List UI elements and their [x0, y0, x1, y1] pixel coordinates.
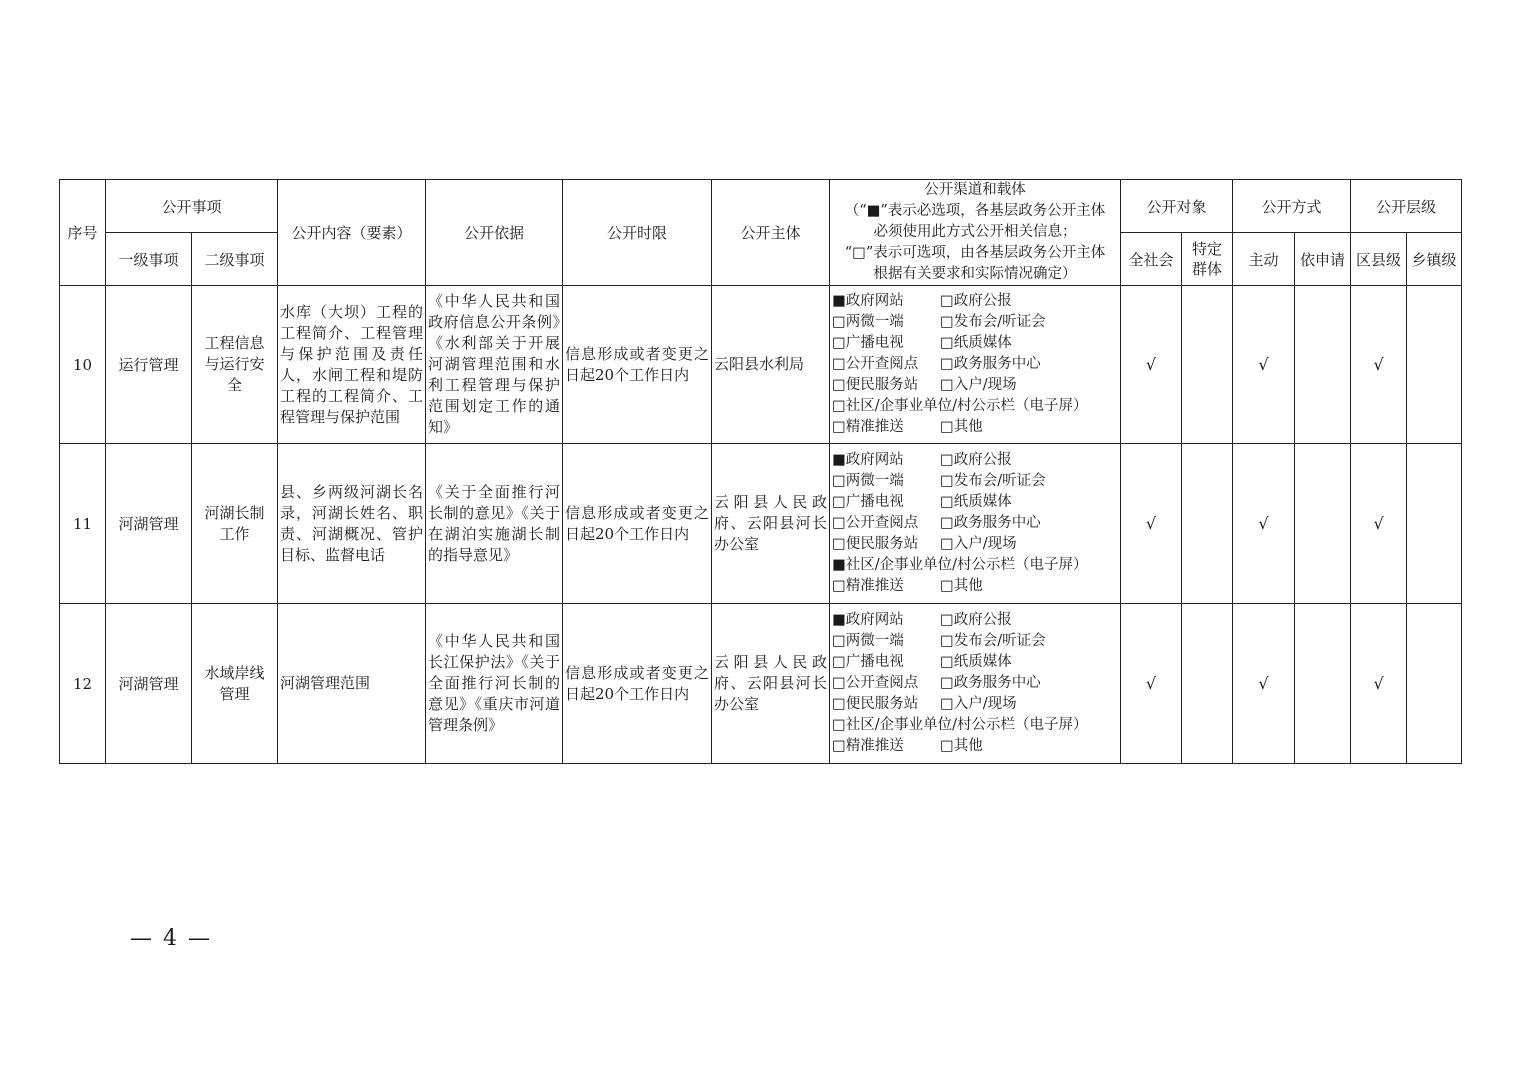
row-target-all: √ — [1121, 286, 1182, 444]
header-mode-request: 依申请 — [1295, 233, 1351, 286]
channel-option: □便民服务站 — [832, 377, 919, 393]
channel-line — [832, 396, 1118, 417]
row-level1: 河湖管理 — [106, 444, 192, 604]
header-channels-line: 必须使用此方式公开相关信息； — [873, 224, 1077, 240]
row-level2 — [192, 604, 278, 764]
channel-option: □公开查阅点 — [832, 515, 919, 531]
disclosure-table — [59, 179, 1462, 764]
channel-option: □入户/现场 — [940, 696, 1017, 712]
channel-option: □两微一端 — [832, 473, 904, 489]
channel-option: □社区/企事业单位/村公示栏（电子屏） — [832, 717, 1088, 733]
row-time-limit: 信息形成或者变更之日起20个工作日内 — [563, 286, 712, 444]
channel-option: □发布会/听证会 — [940, 473, 1046, 489]
channel-option: □便民服务站 — [832, 696, 919, 712]
channel-line — [832, 333, 1118, 354]
header-basis: 公开依据 — [426, 180, 563, 286]
channel-line — [832, 555, 1118, 576]
channel-option: □政务服务中心 — [940, 515, 1041, 531]
header-channels-line: 公开渠道和载体 — [924, 182, 1026, 198]
channel-line — [832, 610, 1118, 631]
table-row — [60, 444, 1462, 604]
channel-option: □两微一端 — [832, 633, 904, 649]
channel-line — [832, 513, 1118, 534]
channel-option: □公开查阅点 — [832, 675, 919, 691]
channel-option: □发布会/听证会 — [940, 314, 1046, 330]
row-tier-county: √ — [1351, 286, 1407, 444]
row-mode-request — [1295, 604, 1351, 764]
row-subject: 云阳县人民政府、云阳县河长办公室 — [712, 444, 830, 604]
row-target-all: √ — [1121, 444, 1182, 604]
channel-line — [832, 450, 1118, 471]
row-content: 县、乡两级河湖长名录，河湖长姓名、职责、河湖概况、管护目标、监督电话 — [278, 444, 426, 604]
channel-option: □政务服务中心 — [940, 356, 1041, 372]
channel-option: □纸质媒体 — [940, 335, 1012, 351]
row-content: 河湖管理范围 — [278, 604, 426, 764]
header-subject: 公开主体 — [712, 180, 830, 286]
row-level2-text: 水域岸线管理 — [204, 663, 265, 703]
row-seq: 11 — [60, 444, 106, 604]
header-mode: 公开方式 — [1233, 180, 1351, 233]
channel-option: □公开查阅点 — [832, 356, 919, 372]
row-mode-active: √ — [1233, 604, 1295, 764]
channel-line — [832, 417, 1118, 438]
row-time-limit: 信息形成或者变更之日起20个工作日内 — [563, 444, 712, 604]
channel-option: □纸质媒体 — [940, 494, 1012, 510]
channel-option: □精准推送 — [832, 419, 904, 435]
channel-line — [832, 715, 1118, 736]
channel-option: □精准推送 — [832, 578, 904, 594]
channel-line — [832, 576, 1118, 597]
channel-line — [832, 673, 1118, 694]
channel-option: □便民服务站 — [832, 536, 919, 552]
header-seq: 序号 — [60, 180, 106, 286]
page-number: — 4 — — [130, 926, 212, 951]
row-subject: 云阳县人民政府、云阳县河长办公室 — [712, 604, 830, 764]
channel-option: ■政府网站 — [832, 293, 904, 309]
channel-option: ■政府网站 — [832, 452, 904, 468]
row-target-special — [1182, 604, 1233, 764]
channel-line — [832, 694, 1118, 715]
header-target-special-label: 特定群体 — [1192, 240, 1223, 278]
channel-line — [832, 312, 1118, 333]
channel-option: □入户/现场 — [940, 536, 1017, 552]
row-tier-town — [1407, 444, 1462, 604]
channel-line — [832, 291, 1118, 312]
channel-option: □其他 — [940, 578, 983, 594]
header-target-all: 全社会 — [1121, 233, 1182, 286]
row-level1: 运行管理 — [106, 286, 192, 444]
header-content: 公开内容（要素） — [278, 180, 426, 286]
header-target: 公开对象 — [1121, 180, 1233, 233]
row-content: 水库（大坝）工程的工程简介、工程管理与保护范围及责任人，水闸工程和堤防工程的工程简介、工程管理与保护范围 — [278, 286, 426, 444]
row-mode-active: √ — [1233, 286, 1295, 444]
channel-option: □两微一端 — [832, 314, 904, 330]
row-seq: 10 — [60, 286, 106, 444]
row-level2-text: 河湖长制工作 — [204, 503, 265, 543]
channel-option: □广播电视 — [832, 654, 904, 670]
row-level2 — [192, 286, 278, 444]
row-target-all: √ — [1121, 604, 1182, 764]
row-target-special — [1182, 444, 1233, 604]
channel-option: □政府公报 — [940, 612, 1012, 628]
channel-option: □其他 — [940, 738, 983, 754]
row-mode-request — [1295, 286, 1351, 444]
header-channels-line: “□”表示可选项，由各基层政务公开主体 — [844, 245, 1106, 261]
row-mode-active: √ — [1233, 444, 1295, 604]
channel-option: □社区/企事业单位/村公示栏（电子屏） — [832, 398, 1088, 414]
header-target-special — [1182, 233, 1233, 286]
row-basis: 《中华人民共和国长江保护法》《关于全面推行河长制的意见》《重庆市河道管理条例》 — [426, 604, 563, 764]
table-header — [60, 180, 1462, 286]
row-level2-text: 工程信息与运行安全 — [204, 334, 265, 394]
row-tier-town — [1407, 604, 1462, 764]
channel-option: ■政府网站 — [832, 612, 904, 628]
row-level2 — [192, 444, 278, 604]
channel-option: □广播电视 — [832, 335, 904, 351]
channel-option: □政府公报 — [940, 293, 1012, 309]
channel-line — [832, 492, 1118, 513]
row-tier-county: √ — [1351, 444, 1407, 604]
header-level1: 一级事项 — [106, 233, 192, 286]
row-channels — [830, 444, 1121, 604]
row-tier-county: √ — [1351, 604, 1407, 764]
table-row — [60, 286, 1462, 444]
channel-option: □纸质媒体 — [940, 654, 1012, 670]
header-level2: 二级事项 — [192, 233, 278, 286]
channel-option: ■社区/企事业单位/村公示栏（电子屏） — [832, 557, 1088, 573]
header-time-limit: 公开时限 — [563, 180, 712, 286]
channel-line — [832, 652, 1118, 673]
row-time-limit: 信息形成或者变更之日起20个工作日内 — [563, 604, 712, 764]
channel-line — [832, 471, 1118, 492]
channel-option: □政务服务中心 — [940, 675, 1041, 691]
header-tier-county: 区县级 — [1351, 233, 1407, 286]
channel-line — [832, 736, 1118, 757]
header-channels-line: （“■”表示必选项，各基层政务公开主体 — [844, 203, 1106, 219]
channel-option: □其他 — [940, 419, 983, 435]
header-channels — [830, 180, 1121, 286]
header-matters: 公开事项 — [106, 180, 278, 233]
header-mode-active: 主动 — [1233, 233, 1295, 286]
header-tier: 公开层级 — [1351, 180, 1462, 233]
row-subject: 云阳县水利局 — [712, 286, 830, 444]
channel-option: □入户/现场 — [940, 377, 1017, 393]
row-basis: 《中华人民共和国政府信息公开条例》《水利部关于开展河湖管理范围和水利工程管理与保护范围划定工作的通知》 — [426, 286, 563, 444]
header-tier-town: 乡镇级 — [1407, 233, 1462, 286]
row-level1: 河湖管理 — [106, 604, 192, 764]
row-channels — [830, 286, 1121, 444]
channel-line — [832, 534, 1118, 555]
channel-option: □精准推送 — [832, 738, 904, 754]
table-row — [60, 604, 1462, 764]
row-basis: 《关于全面推行河长制的意见》《关于在湖泊实施湖长制的指导意见》 — [426, 444, 563, 604]
channel-line — [832, 375, 1118, 396]
row-tier-town — [1407, 286, 1462, 444]
channel-option: □政府公报 — [940, 452, 1012, 468]
row-target-special — [1182, 286, 1233, 444]
header-channels-line: 根据有关要求和实际情况确定） — [873, 266, 1077, 282]
channel-option: □发布会/听证会 — [940, 633, 1046, 649]
channel-line — [832, 631, 1118, 652]
row-mode-request — [1295, 444, 1351, 604]
row-channels — [830, 604, 1121, 764]
channel-line — [832, 354, 1118, 375]
row-seq: 12 — [60, 604, 106, 764]
channel-option: □广播电视 — [832, 494, 904, 510]
